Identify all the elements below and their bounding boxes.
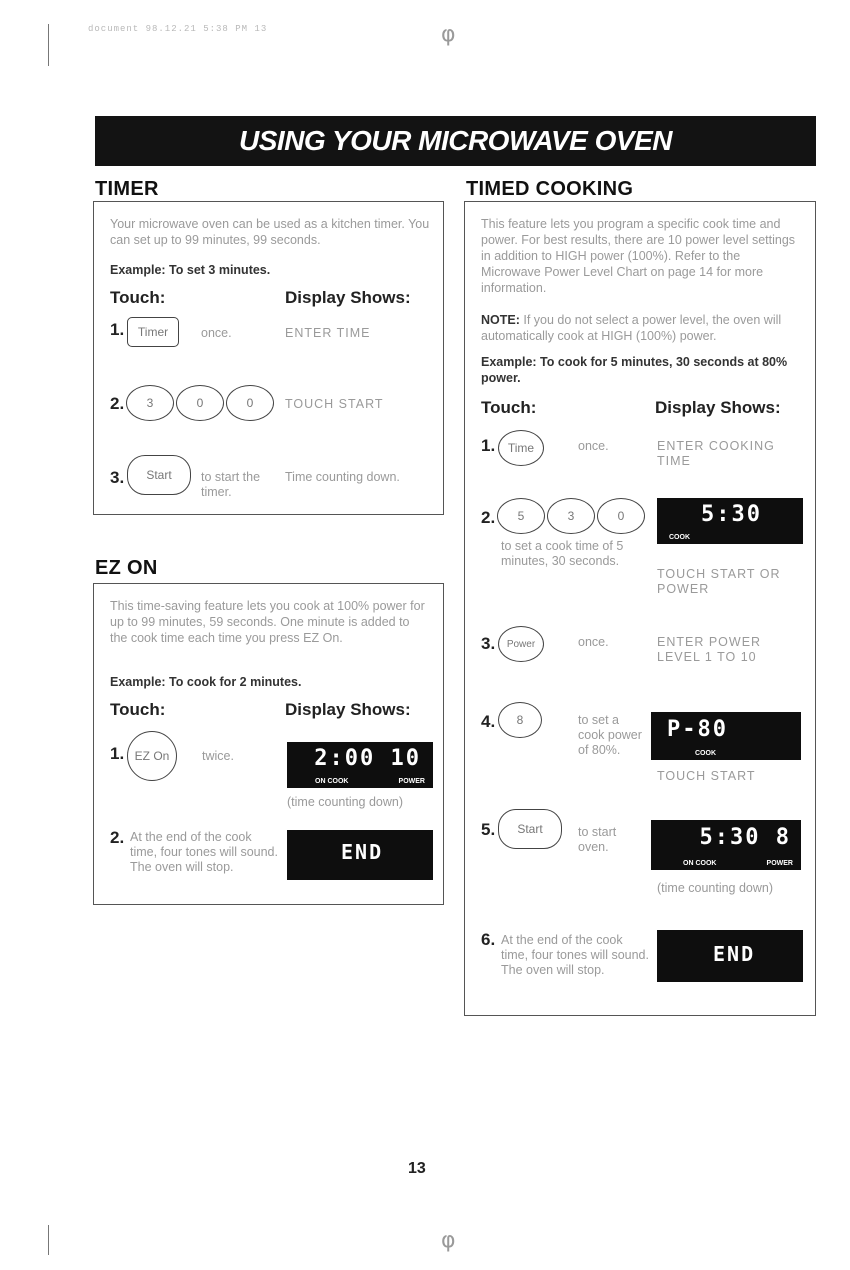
lcd-display [651, 712, 801, 760]
start-key[interactable]: Start [127, 455, 191, 495]
step-number: 1. [481, 436, 496, 455]
timed-cooking-title: TIMED COOKING [466, 178, 634, 200]
ez-on-title: EZ ON [95, 557, 158, 579]
step-number: 4. [481, 712, 496, 731]
ez-on-example: Example: To cook for 2 minutes. [110, 675, 302, 689]
note-text: If you do not select a power level, the oven will automatically cook at HIGH (100%) power. [481, 313, 782, 343]
number-key-8[interactable]: 8 [498, 702, 542, 738]
lcd-caption: (time counting down) [657, 881, 774, 895]
registration-mark: φ [441, 1228, 456, 1253]
lcd-display [657, 930, 803, 982]
lcd-display [651, 820, 801, 870]
step-number: 2. [110, 394, 125, 413]
timed-cooking-box [464, 201, 816, 1016]
lcd-digits: 5:30 [701, 502, 762, 527]
registration-mark: φ [441, 22, 456, 47]
timed-cooking-note [481, 312, 803, 344]
lcd-indicator: POWER [766, 860, 793, 867]
step-number: 6. [481, 930, 496, 949]
note-label: NOTE: [481, 313, 520, 327]
step-action: once. [201, 326, 232, 340]
step-number: 1. [110, 744, 125, 763]
timed-cooking-intro: This feature lets you program a specific cook time and power. For best results, there are 10 power level settings in addition to HIGH power (100%). Refer to the Microwave Power Level Chart on page 14 for more information. [481, 217, 796, 295]
display-text: ENTER POWER LEVEL 1 TO 10 [657, 635, 762, 664]
ez-on-intro: This time-saving feature lets you cook at 100% power for up to 99 minutes, 59 seconds. One minute is added to the cook time each time you press EZ On. [110, 599, 425, 645]
display-text: TOUCH START [657, 769, 756, 783]
number-key-0[interactable]: 0 [176, 385, 224, 421]
lcd-indicator: POWER [398, 778, 425, 785]
lcd-digits: 2:00 10 [314, 746, 421, 771]
timer-key[interactable]: Timer [127, 317, 179, 347]
step-text: At the end of the cook time, four tones will sound. The oven will stop. [501, 933, 649, 977]
timer-box [93, 201, 444, 515]
timer-display-head: Display Shows: [285, 288, 411, 307]
step-action: to set a cook time of 5 minutes, 30 seconds. [501, 539, 624, 568]
margin-tick [48, 1225, 49, 1255]
doc-header-line: document 98.12.21 5:38 PM 13 [88, 24, 268, 34]
lcd-indicator: COOK [669, 534, 690, 541]
timer-example: Example: To set 3 minutes. [110, 263, 271, 277]
step-action: once. [578, 439, 609, 453]
timed-cooking-display-head: Display Shows: [655, 398, 781, 417]
lcd-caption: (time counting down) [287, 795, 404, 809]
step-text: At the end of the cook time, four tones will sound. The oven will stop. [130, 830, 278, 874]
ez-on-touch-head: Touch: [110, 700, 166, 719]
lcd-display [287, 742, 433, 788]
step-action: to start the timer. [201, 470, 261, 499]
step-number: 3. [481, 634, 496, 653]
step-number: 1. [110, 320, 125, 339]
step-number: 2. [110, 828, 125, 847]
lcd-display [287, 830, 433, 880]
timed-cooking-example: Example: To cook for 5 minutes, 30 seconds at 80% power. [481, 355, 788, 385]
timer-intro: Your microwave oven can be used as a kitchen timer. You can set up to 99 minutes, 99 seconds. [110, 217, 430, 247]
lcd-indicator: COOK [695, 750, 716, 757]
number-key-5[interactable]: 5 [497, 498, 545, 534]
number-key-0[interactable]: 0 [597, 498, 645, 534]
lcd-digits: 5:30 8 [699, 825, 791, 850]
number-key-0[interactable]: 0 [226, 385, 274, 421]
display-text: ENTER TIME [285, 326, 371, 340]
lcd-digits: END [713, 942, 756, 966]
lcd-indicator: ON COOK [315, 778, 349, 785]
step-action: once. [578, 635, 609, 649]
step-number: 5. [481, 820, 496, 839]
start-key[interactable]: Start [498, 809, 562, 849]
lcd-indicator: ON COOK [683, 860, 717, 867]
step-action: twice. [202, 749, 234, 763]
number-key-3[interactable]: 3 [547, 498, 595, 534]
timed-cooking-touch-head: Touch: [481, 398, 537, 417]
number-key-3[interactable]: 3 [126, 385, 174, 421]
page-number: 13 [408, 1160, 426, 1177]
lcd-display [657, 498, 803, 544]
ez-on-key[interactable]: EZ On [127, 731, 177, 781]
step-number: 3. [110, 468, 125, 487]
display-text: Time counting down. [285, 470, 400, 484]
step-number: 2. [481, 508, 496, 527]
ez-on-box [93, 583, 444, 905]
power-key[interactable]: Power [498, 626, 544, 662]
page-banner: USING YOUR MICROWAVE OVEN [95, 116, 816, 166]
display-text: TOUCH START [285, 397, 384, 411]
margin-tick [48, 24, 49, 66]
time-key[interactable]: Time [498, 430, 544, 466]
display-text: ENTER COOKING TIME [657, 439, 775, 468]
lcd-digits: END [341, 840, 384, 864]
timer-title: TIMER [95, 178, 159, 200]
timer-touch-head: Touch: [110, 288, 166, 307]
step-action: to set a cook power of 80%. [578, 713, 642, 757]
display-text: TOUCH START OR POWER [657, 567, 781, 596]
ez-on-display-head: Display Shows: [285, 700, 411, 719]
lcd-digits: P-80 [667, 717, 728, 742]
step-action: to start oven. [578, 825, 617, 854]
